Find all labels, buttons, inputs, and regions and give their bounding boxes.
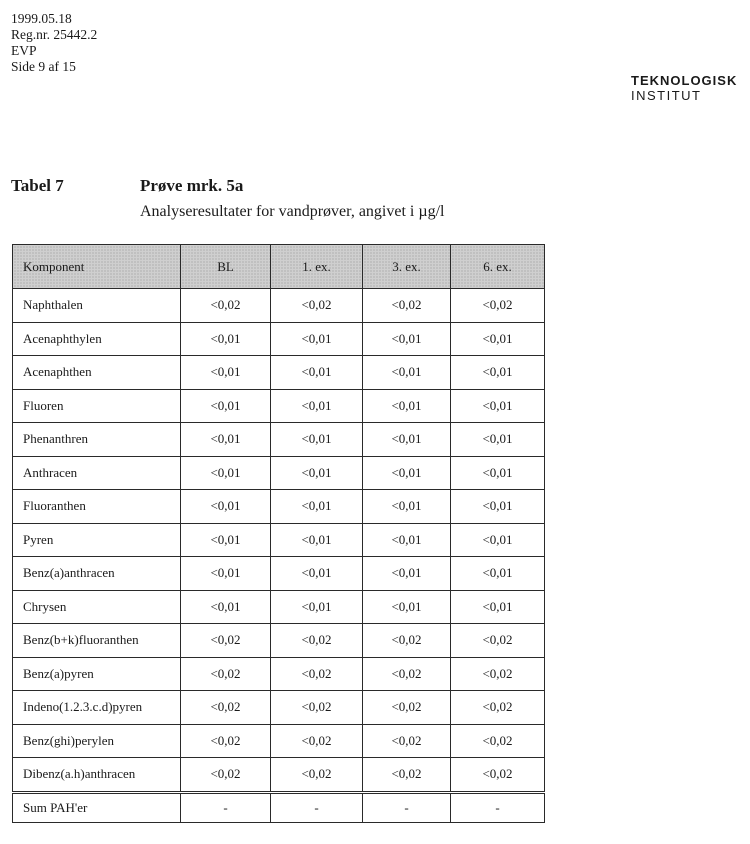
value-cell: <0,01: [363, 456, 451, 490]
component-name-cell: Chrysen: [13, 590, 181, 624]
component-name-cell: Benz(b+k)fluoranthen: [13, 624, 181, 658]
column-header-6-ex: 6. ex.: [451, 245, 545, 289]
value-cell: <0,02: [363, 691, 451, 725]
value-cell: <0,01: [451, 423, 545, 457]
value-cell: <0,02: [181, 758, 271, 793]
value-cell: <0,01: [181, 389, 271, 423]
sum-value-cell: -: [451, 792, 545, 822]
value-cell: <0,02: [363, 657, 451, 691]
author-initials: EVP: [11, 43, 37, 58]
table-row: [13, 322, 545, 356]
value-cell: <0,02: [181, 289, 271, 323]
value-cell: <0,02: [363, 624, 451, 658]
table-title: Prøve mrk. 5a: [140, 176, 244, 195]
component-name-cell: Pyren: [13, 523, 181, 557]
value-cell: <0,01: [181, 356, 271, 390]
value-cell: <0,01: [181, 523, 271, 557]
value-cell: <0,02: [181, 724, 271, 758]
table-row: [13, 624, 545, 658]
sum-value-cell: -: [363, 792, 451, 822]
value-cell: <0,01: [271, 557, 363, 591]
value-cell: <0,01: [271, 389, 363, 423]
column-header-3-ex: 3. ex.: [363, 245, 451, 289]
logo-line-1: TEKNOLOGISK: [631, 73, 738, 88]
value-cell: <0,02: [181, 691, 271, 725]
table-row: [13, 356, 545, 390]
table-row: [13, 289, 545, 323]
value-cell: <0,02: [271, 758, 363, 793]
value-cell: <0,01: [451, 456, 545, 490]
table-row: [13, 523, 545, 557]
component-name-cell: Indeno(1.2.3.c.d)pyren: [13, 691, 181, 725]
table-body: [13, 289, 545, 823]
table-subtitle: Analyseresultater for vandprøver, angivet i µg/l: [140, 203, 445, 220]
table-row: [13, 758, 545, 793]
value-cell: <0,01: [271, 490, 363, 524]
value-cell: <0,02: [451, 624, 545, 658]
table-header-row: [13, 245, 545, 289]
value-cell: <0,02: [271, 657, 363, 691]
column-header-1-ex: 1. ex.: [271, 245, 363, 289]
value-cell: <0,02: [451, 758, 545, 793]
value-cell: <0,02: [181, 624, 271, 658]
sum-value-cell: -: [271, 792, 363, 822]
value-cell: <0,01: [451, 523, 545, 557]
value-cell: <0,01: [181, 590, 271, 624]
component-name-cell: Benz(a)pyren: [13, 657, 181, 691]
table-row: [13, 456, 545, 490]
value-cell: <0,01: [271, 523, 363, 557]
value-cell: <0,01: [271, 590, 363, 624]
value-cell: <0,02: [271, 691, 363, 725]
logo-line-2: INSTITUT: [631, 88, 702, 103]
value-cell: <0,01: [451, 356, 545, 390]
value-cell: <0,02: [363, 724, 451, 758]
value-cell: <0,01: [271, 423, 363, 457]
value-cell: <0,02: [271, 724, 363, 758]
value-cell: <0,02: [363, 289, 451, 323]
table-row: [13, 557, 545, 591]
component-name-cell: Phenanthren: [13, 423, 181, 457]
value-cell: <0,01: [363, 322, 451, 356]
component-name-cell: Benz(ghi)perylen: [13, 724, 181, 758]
table-row: [13, 691, 545, 725]
value-cell: <0,02: [363, 758, 451, 793]
table-row: [13, 423, 545, 457]
table-row: [13, 490, 545, 524]
results-table: [12, 244, 545, 823]
value-cell: <0,02: [451, 289, 545, 323]
value-cell: <0,02: [451, 724, 545, 758]
value-cell: <0,01: [451, 557, 545, 591]
table-row: [13, 657, 545, 691]
component-name-cell: Fluoren: [13, 389, 181, 423]
value-cell: <0,01: [181, 423, 271, 457]
table-row: [13, 724, 545, 758]
value-cell: <0,01: [363, 423, 451, 457]
value-cell: <0,01: [363, 356, 451, 390]
value-cell: <0,01: [363, 523, 451, 557]
value-cell: <0,02: [271, 289, 363, 323]
value-cell: <0,01: [451, 490, 545, 524]
value-cell: <0,01: [363, 557, 451, 591]
value-cell: <0,01: [181, 456, 271, 490]
component-name-cell: Naphthalen: [13, 289, 181, 323]
component-name-cell: Fluoranthen: [13, 490, 181, 524]
value-cell: <0,02: [451, 657, 545, 691]
column-header-komponent: Komponent: [13, 245, 181, 289]
table-row: [13, 389, 545, 423]
value-cell: <0,01: [271, 322, 363, 356]
value-cell: <0,01: [181, 322, 271, 356]
component-name-cell: Anthracen: [13, 456, 181, 490]
value-cell: <0,02: [271, 624, 363, 658]
value-cell: <0,02: [451, 691, 545, 725]
sum-value-cell: -: [181, 792, 271, 822]
component-name-cell: Dibenz(a.h)anthracen: [13, 758, 181, 793]
component-name-cell: Benz(a)anthracen: [13, 557, 181, 591]
value-cell: <0,01: [363, 490, 451, 524]
value-cell: <0,01: [451, 590, 545, 624]
value-cell: <0,01: [363, 389, 451, 423]
value-cell: <0,01: [451, 322, 545, 356]
value-cell: <0,01: [181, 557, 271, 591]
component-name-cell: Acenaphthen: [13, 356, 181, 390]
value-cell: <0,02: [181, 657, 271, 691]
value-cell: <0,01: [451, 389, 545, 423]
institute-logo: [631, 73, 737, 103]
table-label: Tabel 7: [11, 176, 64, 195]
document-meta: [11, 11, 97, 75]
value-cell: <0,01: [181, 490, 271, 524]
value-cell: <0,01: [363, 590, 451, 624]
registration-number: Reg.nr. 25442.2: [11, 27, 98, 42]
value-cell: <0,01: [271, 356, 363, 390]
column-header-bl: BL: [181, 245, 271, 289]
sum-row: [13, 792, 545, 822]
sum-row-label: Sum PAH'er: [13, 792, 181, 822]
value-cell: <0,01: [271, 456, 363, 490]
table-row: [13, 590, 545, 624]
component-name-cell: Acenaphthylen: [13, 322, 181, 356]
page-number: Side 9 af 15: [11, 59, 76, 74]
document-date: 1999.05.18: [11, 11, 72, 26]
